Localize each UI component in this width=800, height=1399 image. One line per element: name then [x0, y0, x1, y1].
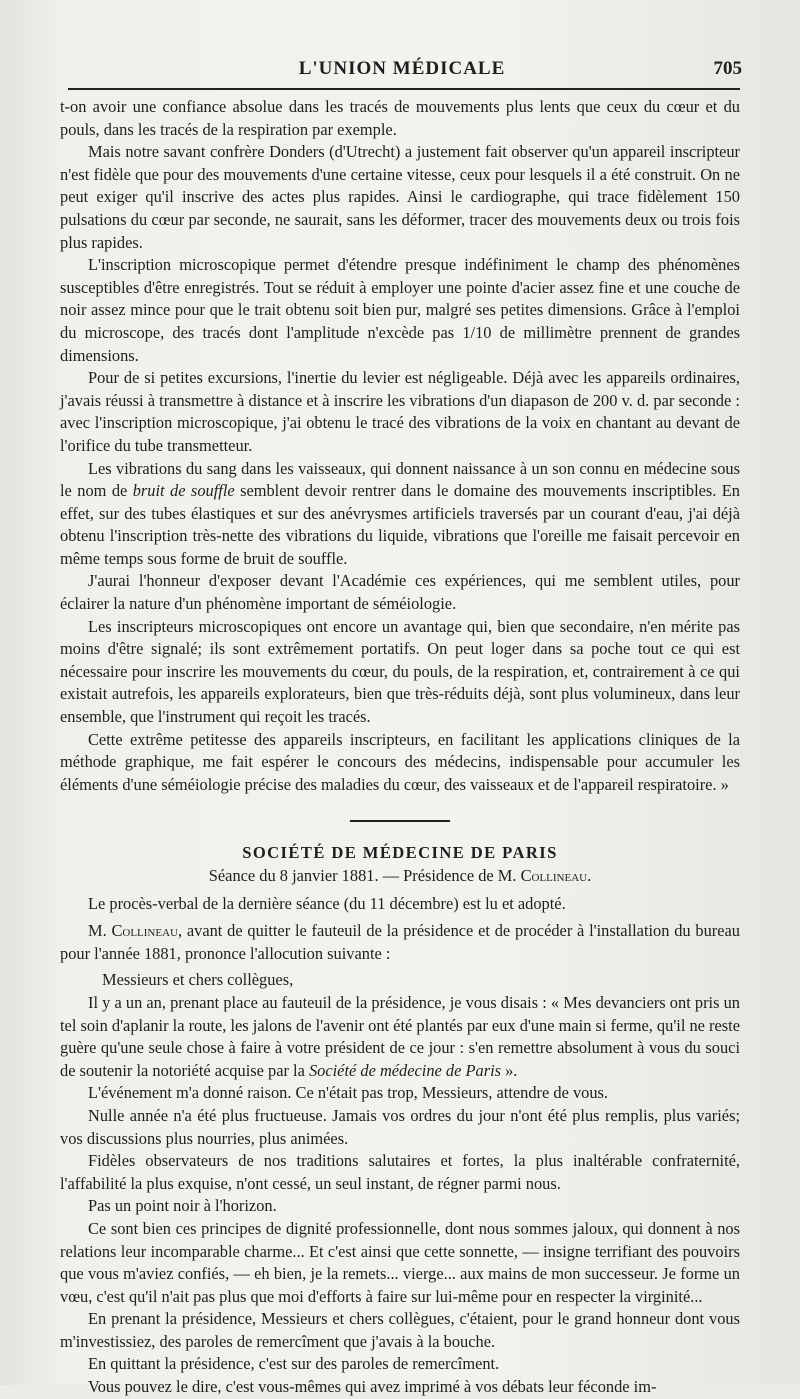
text-run: . [587, 866, 592, 885]
speech-paragraph: En prenant la présidence, Messieurs et chers collègues, c'étaient, pour le grand honneur dont vous m'investissiez, des paroles de remercîment que j'avais à la bouche. [60, 1309, 740, 1351]
speech-paragraph: En quittant la présidence, c'est sur des paroles de remercîment. [88, 1354, 500, 1374]
paragraph: J'aurai l'honneur d'exposer devant l'Académie ces expériences, qui me semblent utiles, pour éclairer la nature d'un phénomène important de séméiologie. [60, 571, 740, 614]
paragraph: Le procès-verbal de la dernière séance (du 11 décembre) est lu et adopté. [88, 893, 566, 913]
paragraph-intro [60, 920, 740, 965]
speech-paragraph [60, 992, 740, 1082]
article-body [60, 96, 740, 1399]
header-rule [68, 88, 740, 90]
section-divider [350, 820, 450, 822]
text-run: ». [501, 1060, 518, 1080]
speech-address: Messieurs et chers collègues, [102, 970, 294, 990]
text-run: , avant de quitter le fauteuil de la présidence et de procéder à l'installation du bureau pour l'année 1881, prononce l'allocution suivante : [60, 921, 740, 963]
paragraph: Cette extrême petitesse des appareils inscripteurs, en facilitant les applications cliniques de la méthode graphique, me fait espérer le concours des médecins, indispensable pour accumuler les éléments d'une séméiologie précise des maladies du cœur, des vaisseaux et de l'appareil respiratoire. » [60, 729, 740, 794]
speech-paragraph: Vous pouvez le dire, c'est vous-mêmes qui avez imprimé à vos débats leur féconde im- [88, 1377, 657, 1397]
paragraph: Les inscripteurs microscopiques ont encore un avantage qui, bien que secondaire, n'en mérite pas moins d'être signalé; ils sont extrêmement portatifs. On peut loger dans sa poche tout ce qui est nécessaire pour inscrire les mouvements du cœur, du pouls, de la respiration, et, contrairement à ce qui existait autrefois, les appareils explorateurs, bien que très-réduits déjà, sont plus volumineux, dans leur ensemble, que l'instrument qui reçoit les tracés. [60, 616, 740, 727]
text-run: semblent devoir rentrer dans le domaine des mouvements inscriptibles. En effet, sur des tubes élastiques et sur des anévrysmes artificiels traversés par un courant d'eau, j'ai déjà obtenu l'inscription très-nette des vibrations du liquide, vibrations que l'oreille me faisait percevoir en même temps sous forme de bruit de souffle. [60, 481, 741, 568]
paragraph: L'inscription microscopique permet d'étendre presque indéfiniment le champ des phénomènes susceptibles d'être enregistrés. Tout se réduit à employer une pointe d'acier assez fine et une couche de noir assez mince pour que le trait obtenu soit bien pur, malgré ses petites dimensions. Grâce à l'emploi du microscope, des tracés dont l'amplitude n'excède pas 1/10 de millimètre prennent de grandes dimensions. [60, 255, 740, 365]
speech-paragraph: Fidèles observateurs de nos traditions salutaires et fortes, la plus inaltérable confraternité, l'affabilité la plus exquise, n'ont cessé, un seul instant, de régner parmi nous. [60, 1151, 740, 1193]
paragraph: t-on avoir une confiance absolue dans les tracés de mouvements plus lents que ceux du cœur et du pouls, dans les tracés de la respiration par exemple. [60, 97, 740, 139]
speech-paragraph: L'événement m'a donné raison. Ce n'était pas trop, Messieurs, attendre de vous. [88, 1083, 609, 1103]
section-title: SOCIÉTÉ DE MÉDECINE DE PARIS [242, 843, 558, 863]
running-title: L'UNION MÉDICALE [298, 58, 506, 79]
text-run: Séance du 8 janvier 1881. — Présidence de M. [208, 866, 521, 885]
president-name: Collineau [520, 866, 588, 885]
paragraph: Pour de si petites excursions, l'inertie du levier est négligeable. Déjà avec les appareils ordinaires, j'avais réussi à transmettre à distance et à inscrire les vibrations d'un diapason de 200 v. d. par seconde : avec l'inscription microscopique, j'ai obtenu le tracé des vibrations de la voix en chantant au devant de l'orifice du tube transmetteur. [60, 368, 740, 455]
speech-paragraph: Nulle année n'a été plus fructueuse. Jamais vos ordres du jour n'ont été plus remplis, plus variés; vos discussions plus nourries, plus animées. [60, 1105, 740, 1148]
paragraph: Mais notre savant confrère Donders (d'Utrecht) a justement fait observer qu'un appareil inscripteur n'est fidèle que pour des mouvements d'une certaine vitesse, ceux pour lesquels il a été construit. On ne peut exiger qu'il inscrive des actes plus rapides. Ainsi le cardiographe, qui trace fidèlement 150 pulsations du cœur par seconde, ne saurait, sans les déformer, tracer des mouvements deux ou trois fois plus rapides. [60, 142, 740, 252]
text-run: Il y a un an, prenant place au fauteuil de la présidence, je vous disais : « Mes devanciers ont pris un tel soin d'aplanir la route, les jalons de l'avenir ont été plantés par eux d'une main si ferme, qu'il ne reste guère qu'une seule chose à faire à votre président de ce jour : s'en remettre absolument à vous du souci de soutenir la notoriété acquise par la [60, 992, 740, 1080]
italic-title: Société de médecine de Paris [308, 1060, 502, 1080]
italic-term: bruit de souffle [132, 481, 235, 501]
session-line [60, 865, 740, 888]
paragraph-blood-vibrations [60, 458, 740, 571]
speech-paragraph: Pas un point noir à l'horizon. [88, 1196, 277, 1216]
text-run: Les vibrations du sang dans les vaisseaux, qui donnent naissance à un son connu en médecine sous le nom de [60, 458, 740, 501]
page-header [62, 56, 742, 84]
speech-paragraph: Ce sont bien ces principes de dignité professionnelle, dont nous sommes jaloux, qui donnent à nos relations leur incomparable charme... Et c'est ainsi que cette sonnette, — insigne terrifiant des pouvoirs que vous m'aviez confiés, — eh bien, je la remets... vierge... aux mains de mon successeur. Je forme un vœu, c'est qu'il n'ait pas plus que moi d'efforts à faire sur lui-même pour en respecter la virginité... [60, 1218, 740, 1306]
speaker-name: M. Collineau [88, 921, 178, 941]
page-number: 705 [713, 58, 742, 79]
